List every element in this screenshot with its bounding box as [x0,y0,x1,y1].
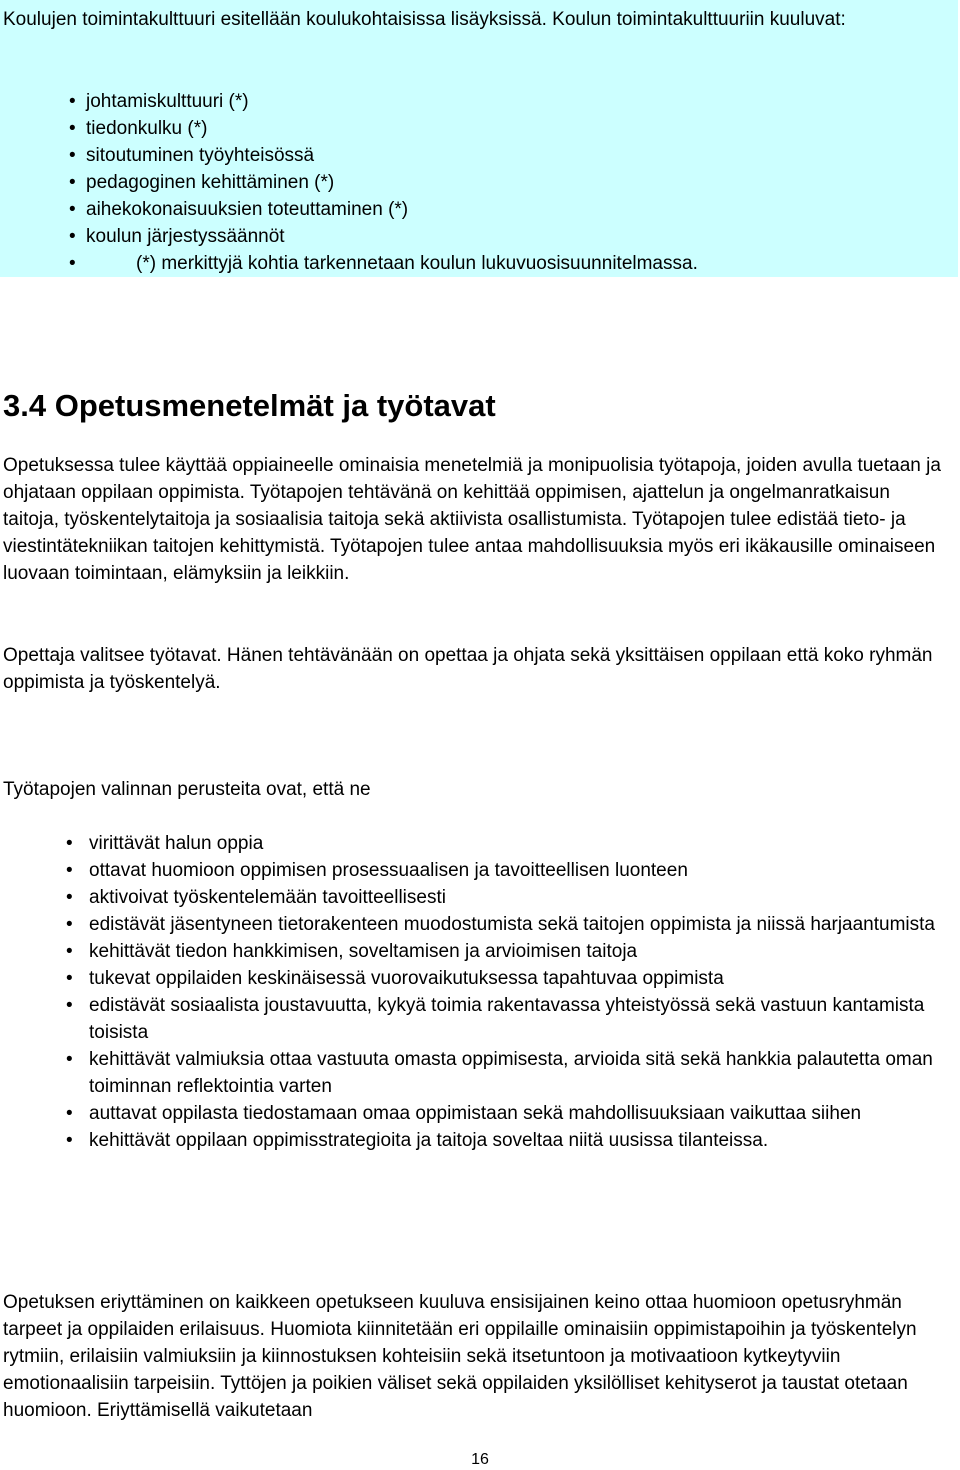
list-item: • kehittävät oppilaan oppimisstrategioita ja taitoja soveltaa niitä uusissa tilanteissa. [0,1127,950,1154]
list-item: • edistävät sosiaalista joustavuutta, kykyä toimia rakentavassa yhteistyössä sekä vastuun kantamista toisista [0,992,950,1046]
intro-text: Koulujen toimintakulttuuri esitellään koulukohtaisissa lisäyksissä. Koulun toimintakulttuuriin kuuluvat: [3,9,846,30]
paragraph-methods: Opetuksessa tulee käyttää oppiaineelle ominaisia menetelmiä ja monipuolisia työtapoja, joiden avulla tuetaan ja ohjataan oppilaan oppimista. Työtapojen tehtävänä on kehittää oppimisen, ajattelun ja ongelmanratkaisun taitoja, työskentelytaitoja ja sosiaalisia taitoja sekä aktiivista osallistumista. Työtapojen tulee edistää tieto- ja viestintätekniikan taitojen kehittymistä. Työtapojen tulee antaa mahdollisuuksia myös eri ikäkausille ominaiseen luovaan toimintaan, elämyksiin ja leikkiin. [3,455,941,584]
section-heading: 3.4 Opetusmenetelmät ja työtavat [3,388,496,423]
bullet-icon: • [69,199,76,220]
bullet-icon: • [66,968,73,989]
list-item: • johtamiskulttuuri (*) [0,88,950,115]
bullet-icon: • [66,941,73,962]
list-item: • tiedonkulku (*) [0,115,950,142]
criteria-intro: Työtapojen valinnan perusteita ovat, että ne [3,779,371,800]
list-item: • tukevat oppilaiden keskinäisessä vuorovaikutuksessa tapahtuvaa oppimista [0,965,950,992]
bullet-icon: • [69,145,76,166]
list-item: • virittävät halun oppia [0,830,950,857]
list-item: • aihekokonaisuuksien toteuttaminen (*) [0,196,950,223]
bullet-icon: • [66,1049,73,1070]
list-item: • ottavat huomioon oppimisen prosessuaalisen ja tavoitteellisen luonteen [0,857,950,884]
bullet-icon: • [69,172,76,193]
bullet-icon: • [66,860,73,881]
list-item: • edistävät jäsentyneen tietorakenteen muodostumista sekä taitojen oppimista ja niissä harjaantumista [0,911,950,938]
bullet-icon: • [66,887,73,908]
list-item: • sitoutuminen työyhteisössä [0,142,950,169]
paragraph-differentiation: Opetuksen eriyttäminen on kaikkeen opetukseen kuuluva ensisijainen keino ottaa huomioon opetusryhmän tarpeet ja oppilaiden erilaisuus. Huomiota kiinnitetään eri oppilaille ominaisiin oppimistapoihin ja työskentelyn rytmiin, erilaisiin valmiuksiin ja kiinnostuksen kohteisiin sekä itsetuntoon ja motivaatioon kytkeytyviin emotionaalisiin tarpeisiin. Tyttöjen ja poikien väliset sekä oppilaiden yksilölliset kehityserot ja taustat otetaan huomioon. Eriyttämisellä vaikutetaan [3,1292,917,1421]
bullet-icon: • [66,914,73,935]
bullet-icon: • [66,995,73,1016]
bullet-icon: • [66,1103,73,1124]
list-item-note: • (*) merkittyjä kohtia tarkennetaan koulun lukuvuosisuunnitelmassa. [0,250,950,277]
criteria-list [0,830,950,1154]
paragraph-teacher: Opettaja valitsee työtavat. Hänen tehtävänään on opettaa ja ohjata sekä yksittäisen oppilaan että koko ryhmän oppimista ja työskentelyä. [3,645,933,693]
bullet-icon: • [69,226,76,247]
list-item: • pedagoginen kehittäminen (*) [0,169,950,196]
page-number: 16 [471,1451,489,1468]
list-item: • kehittävät valmiuksia ottaa vastuuta omasta oppimisesta, arvioida sitä sekä hankkia palautetta oman toiminnan reflektointia varten [0,1046,950,1100]
bullet-icon: • [69,118,76,139]
list-item: • aktivoivat työskentelemään tavoitteellisesti [0,884,950,911]
list-item: • koulun järjestyssäännöt [0,223,950,250]
bullet-icon: • [66,833,73,854]
bullet-icon: • [69,91,76,112]
bullet-icon: • [66,1130,73,1151]
bullet-icon: • [69,253,76,274]
list-item: • auttavat oppilasta tiedostamaan omaa oppimistaan sekä mahdollisuuksiaan vaikuttaa siihen [0,1100,950,1127]
culture-list [0,88,950,277]
list-item: • kehittävät tiedon hankkimisen, soveltamisen ja arvioimisen taitoja [0,938,950,965]
